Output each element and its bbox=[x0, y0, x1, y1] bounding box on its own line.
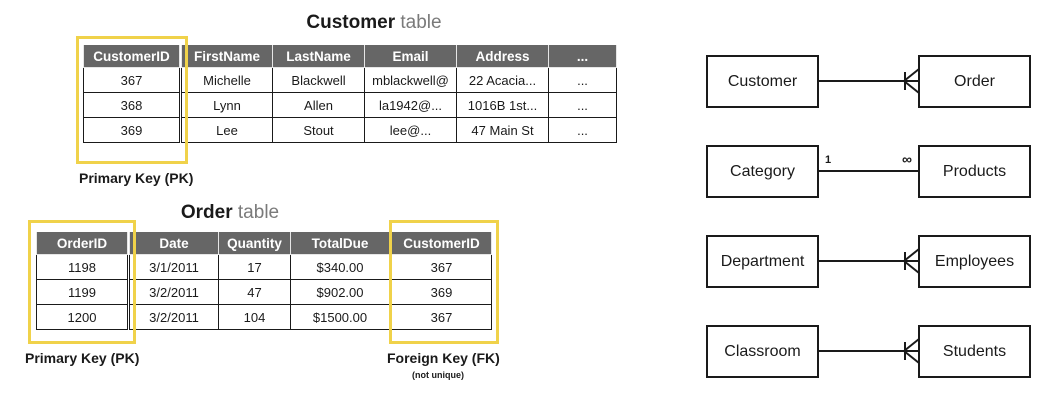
order-col-totaldue: TotalDue bbox=[291, 232, 391, 255]
cardinality-one: 1 bbox=[825, 154, 832, 166]
table-cell: $902.00 bbox=[291, 280, 391, 305]
table-cell: 1198 bbox=[37, 255, 129, 280]
table-cell: 3/2/2011 bbox=[129, 305, 219, 330]
table-cell: 367 bbox=[391, 255, 492, 280]
table-cell: Blackwell bbox=[273, 68, 365, 93]
table-cell: 369 bbox=[84, 118, 181, 143]
entity-classroom: Classroom bbox=[706, 325, 819, 378]
table-cell: 47 Main St bbox=[457, 118, 549, 143]
order-title-light: table bbox=[237, 202, 280, 223]
customer-col-lastname: LastName bbox=[273, 45, 365, 68]
table-cell: $1500.00 bbox=[291, 305, 391, 330]
table-cell: 369 bbox=[391, 280, 492, 305]
table-cell: 1200 bbox=[37, 305, 129, 330]
order-col-orderid: OrderID bbox=[37, 232, 129, 255]
table-cell: 17 bbox=[219, 255, 291, 280]
table-cell: Michelle bbox=[181, 68, 273, 93]
table-cell: lee@... bbox=[365, 118, 457, 143]
table-cell: Lynn bbox=[181, 93, 273, 118]
table-cell: ... bbox=[549, 118, 617, 143]
order-col-customerid: CustomerID bbox=[391, 232, 492, 255]
customer-col-firstname: FirstName bbox=[181, 45, 273, 68]
table-cell: Stout bbox=[273, 118, 365, 143]
customer-col-more: ... bbox=[549, 45, 617, 68]
order-col-date: Date bbox=[129, 232, 219, 255]
table-cell: 22 Acacia... bbox=[457, 68, 549, 93]
table-cell: 368 bbox=[84, 93, 181, 118]
entity-students: Students bbox=[918, 325, 1031, 378]
table-cell: la1942@... bbox=[365, 93, 457, 118]
entity-order: Order bbox=[918, 55, 1031, 108]
customer-title-bold: Customer bbox=[306, 12, 396, 33]
customer-col-address: Address bbox=[457, 45, 549, 68]
table-cell: 367 bbox=[391, 305, 492, 330]
entity-employees: Employees bbox=[918, 235, 1031, 288]
table-cell: 3/2/2011 bbox=[129, 280, 219, 305]
entity-category: Category bbox=[706, 145, 819, 198]
table-cell: 104 bbox=[219, 305, 291, 330]
order-primary-key-label: Primary Key (PK) bbox=[25, 350, 140, 366]
cardinality-many: ∞ bbox=[902, 151, 912, 167]
customer-col-email: Email bbox=[365, 45, 457, 68]
table-cell: 1016B 1st... bbox=[457, 93, 549, 118]
table-cell: mblackwell@ bbox=[365, 68, 457, 93]
table-cell: $340.00 bbox=[291, 255, 391, 280]
customer-title-light: table bbox=[400, 12, 442, 33]
table-cell: Lee bbox=[181, 118, 273, 143]
table-cell: 1199 bbox=[37, 280, 129, 305]
table-cell: 3/1/2011 bbox=[129, 255, 219, 280]
entity-products: Products bbox=[918, 145, 1031, 198]
entity-department: Department bbox=[706, 235, 819, 288]
relationship-customer-order bbox=[818, 69, 919, 93]
order-foreign-key-note: (not unique) bbox=[412, 370, 464, 380]
table-cell: 47 bbox=[219, 280, 291, 305]
relationship-department-employees bbox=[818, 249, 919, 273]
table-cell: ... bbox=[549, 93, 617, 118]
order-title-bold: Order bbox=[180, 202, 233, 223]
order-foreign-key-label: Foreign Key (FK) bbox=[387, 350, 500, 366]
order-col-quantity: Quantity bbox=[219, 232, 291, 255]
table-cell: ... bbox=[549, 68, 617, 93]
customer-col-customerid: CustomerID bbox=[84, 45, 181, 68]
customer-primary-key-label: Primary Key (PK) bbox=[79, 170, 194, 186]
table-cell: 367 bbox=[84, 68, 181, 93]
table-cell: Allen bbox=[273, 93, 365, 118]
relationship-classroom-students bbox=[818, 339, 919, 363]
entity-customer: Customer bbox=[706, 55, 819, 108]
